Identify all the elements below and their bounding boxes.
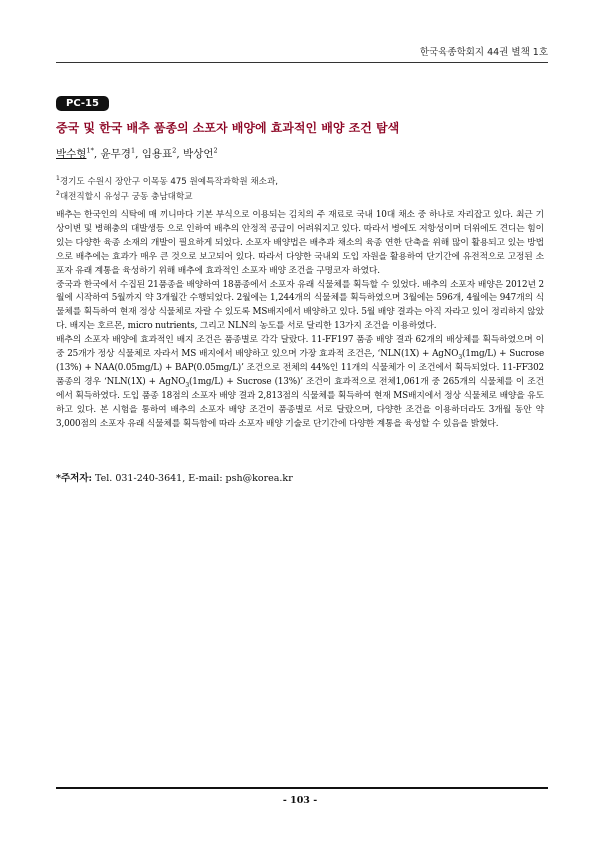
correspondence-label: *주저자: — [56, 473, 93, 484]
correspondence-contact: Tel. 031-240-3641, E-mail: psh@korea.kr — [95, 473, 293, 484]
correspondence — [56, 470, 293, 484]
author-name: 박상언 — [183, 148, 214, 160]
author-affil-mark: 1* — [86, 146, 94, 155]
header-rule — [56, 62, 548, 63]
author-list: 박수형$^{1*}$, 윤무경$^1$, 임용표$^2$, 박상언$^2$ — [56, 146, 218, 160]
footer-rule — [56, 787, 548, 789]
page-number: - 103 - — [282, 795, 318, 806]
author-affil-mark: 2 — [213, 146, 218, 155]
affiliation-line: $^2$대전직할시 유성구 궁동 충남대학교 — [56, 190, 193, 203]
abstract-paragraph: 배추는 한국인의 식탁에 매 끼니마다 기본 부식으로 이용되는 김치의 주 재료로 국내 10대 채소 중 하나로 자리잡고 있다. 최근 기상이변 및 병해충의 대발생등 으로 인하여 배추의 안정적 공급이 어려워지고 있다. 따라서 병에도 저항성이며 더위에도 견디는 힘이 있는 다양한 육종 소재의 개발이 필요하게 되었다. 소포자 배양법은 배추과 채소의 육종 연한 단축을 위해 많이 활용되고 있는 방법으로 배추에는 효과가 매우 큰 것으로 보고되어 있다. 따라서 다양한 국내외 도입 자원을 활용하여 단기간에 유전적으로 고정된 소포자 유래 계통을 육성하기 위해 배추에 효과적인 소포자 배양 조건을 구명코자 하였다. — [56, 210, 544, 276]
paper-title: 중국 및 한국 배추 품종의 소포자 배양에 효과적인 배양 조건 탐색 — [56, 121, 400, 135]
author-affil-mark: 1 — [130, 146, 136, 155]
author-name: 윤무경 — [100, 148, 131, 160]
abstract-body — [56, 209, 544, 432]
affiliations — [56, 173, 278, 204]
journal-header: 한국육종학회지 44권 별책 1호 — [419, 47, 548, 58]
author-affil-mark: 2 — [172, 146, 177, 155]
author-name: 임용표 — [141, 148, 173, 160]
abstract-paragraph: 중국과 한국에서 수집된 21품종을 배양하여 18품종에서 소포자 유래 식물체를 획득할 수 있었다. 배추의 소포자 배양은 2012년 2월에 시작하여 5월까지 약 3개월간 수행되었다. 2월에는 1,244개의 식물체를 획득하였으며 3월에는 596개, 4월에는 947개의 식물체를 획득하여 현재 정상 식물체로 자랄 수 있도록 MS배지에서 배양하고 있다. 5월 배양 결과는 아직 자라고 있어 정리하지 않았다. 배지는 호르몬, micro nutrients, 그리고 NLN의 농도를 서로 달리한 13가지 조건을 이용하였다. — [56, 279, 544, 332]
author-name: 박수형 — [56, 148, 87, 160]
affiliation-line: $^1$경기도 수원시 장안구 이목동 475 원예특작과학원 채소과, — [56, 175, 278, 187]
abstract-paragraph: 배추의 소포자 배양에 효과적인 배지 조건은 품종별로 각각 달랐다. 11-FF197 품종 배양 결과 62개의 배상체를 획득하였으며 이 중 25개가 정상 식물체로 자라서 MS 배지에서 배양하고 있으며 가장 효과적 조건은, ‘NLN(1X) + AgNO$_3$(1mg/L) + Sucrose (13%) + NAA(0.05mg/L) + BAP(0.05mg/L)’ 조건으로 전체의 44%인 11개의 식물체가 이 조건에서 획득되었다. 11-FF302 품종의 경우 ‘NLN(1X) + AgNO$_3$(1mg/L) + Sucrose (13%)’ 조건이 효과적으로 전체1,061개 중 265개의 식물체를 이 조건에서 획득하였다. 도입 품종 18점의 소포자 배양 결과 2,813점의 식물체를 획득하여 현재 MS배지에서 정상 식물체로 배양을 유도하고 있다. 본 시험을 통하여 배추의 소포자 배양 조건이 품종별로 서로 달랐으며, 다양한 조건을 이용하더라도 3개월 동안 약3,000점의 소포자 유래 식물체를 획득함에 따라 소포자 배양 기술로 단기간에 다양한 계통을 육성할 수 있음을 밝혔다. — [56, 335, 544, 429]
abstract-id-badge: PC-15 — [56, 96, 109, 111]
